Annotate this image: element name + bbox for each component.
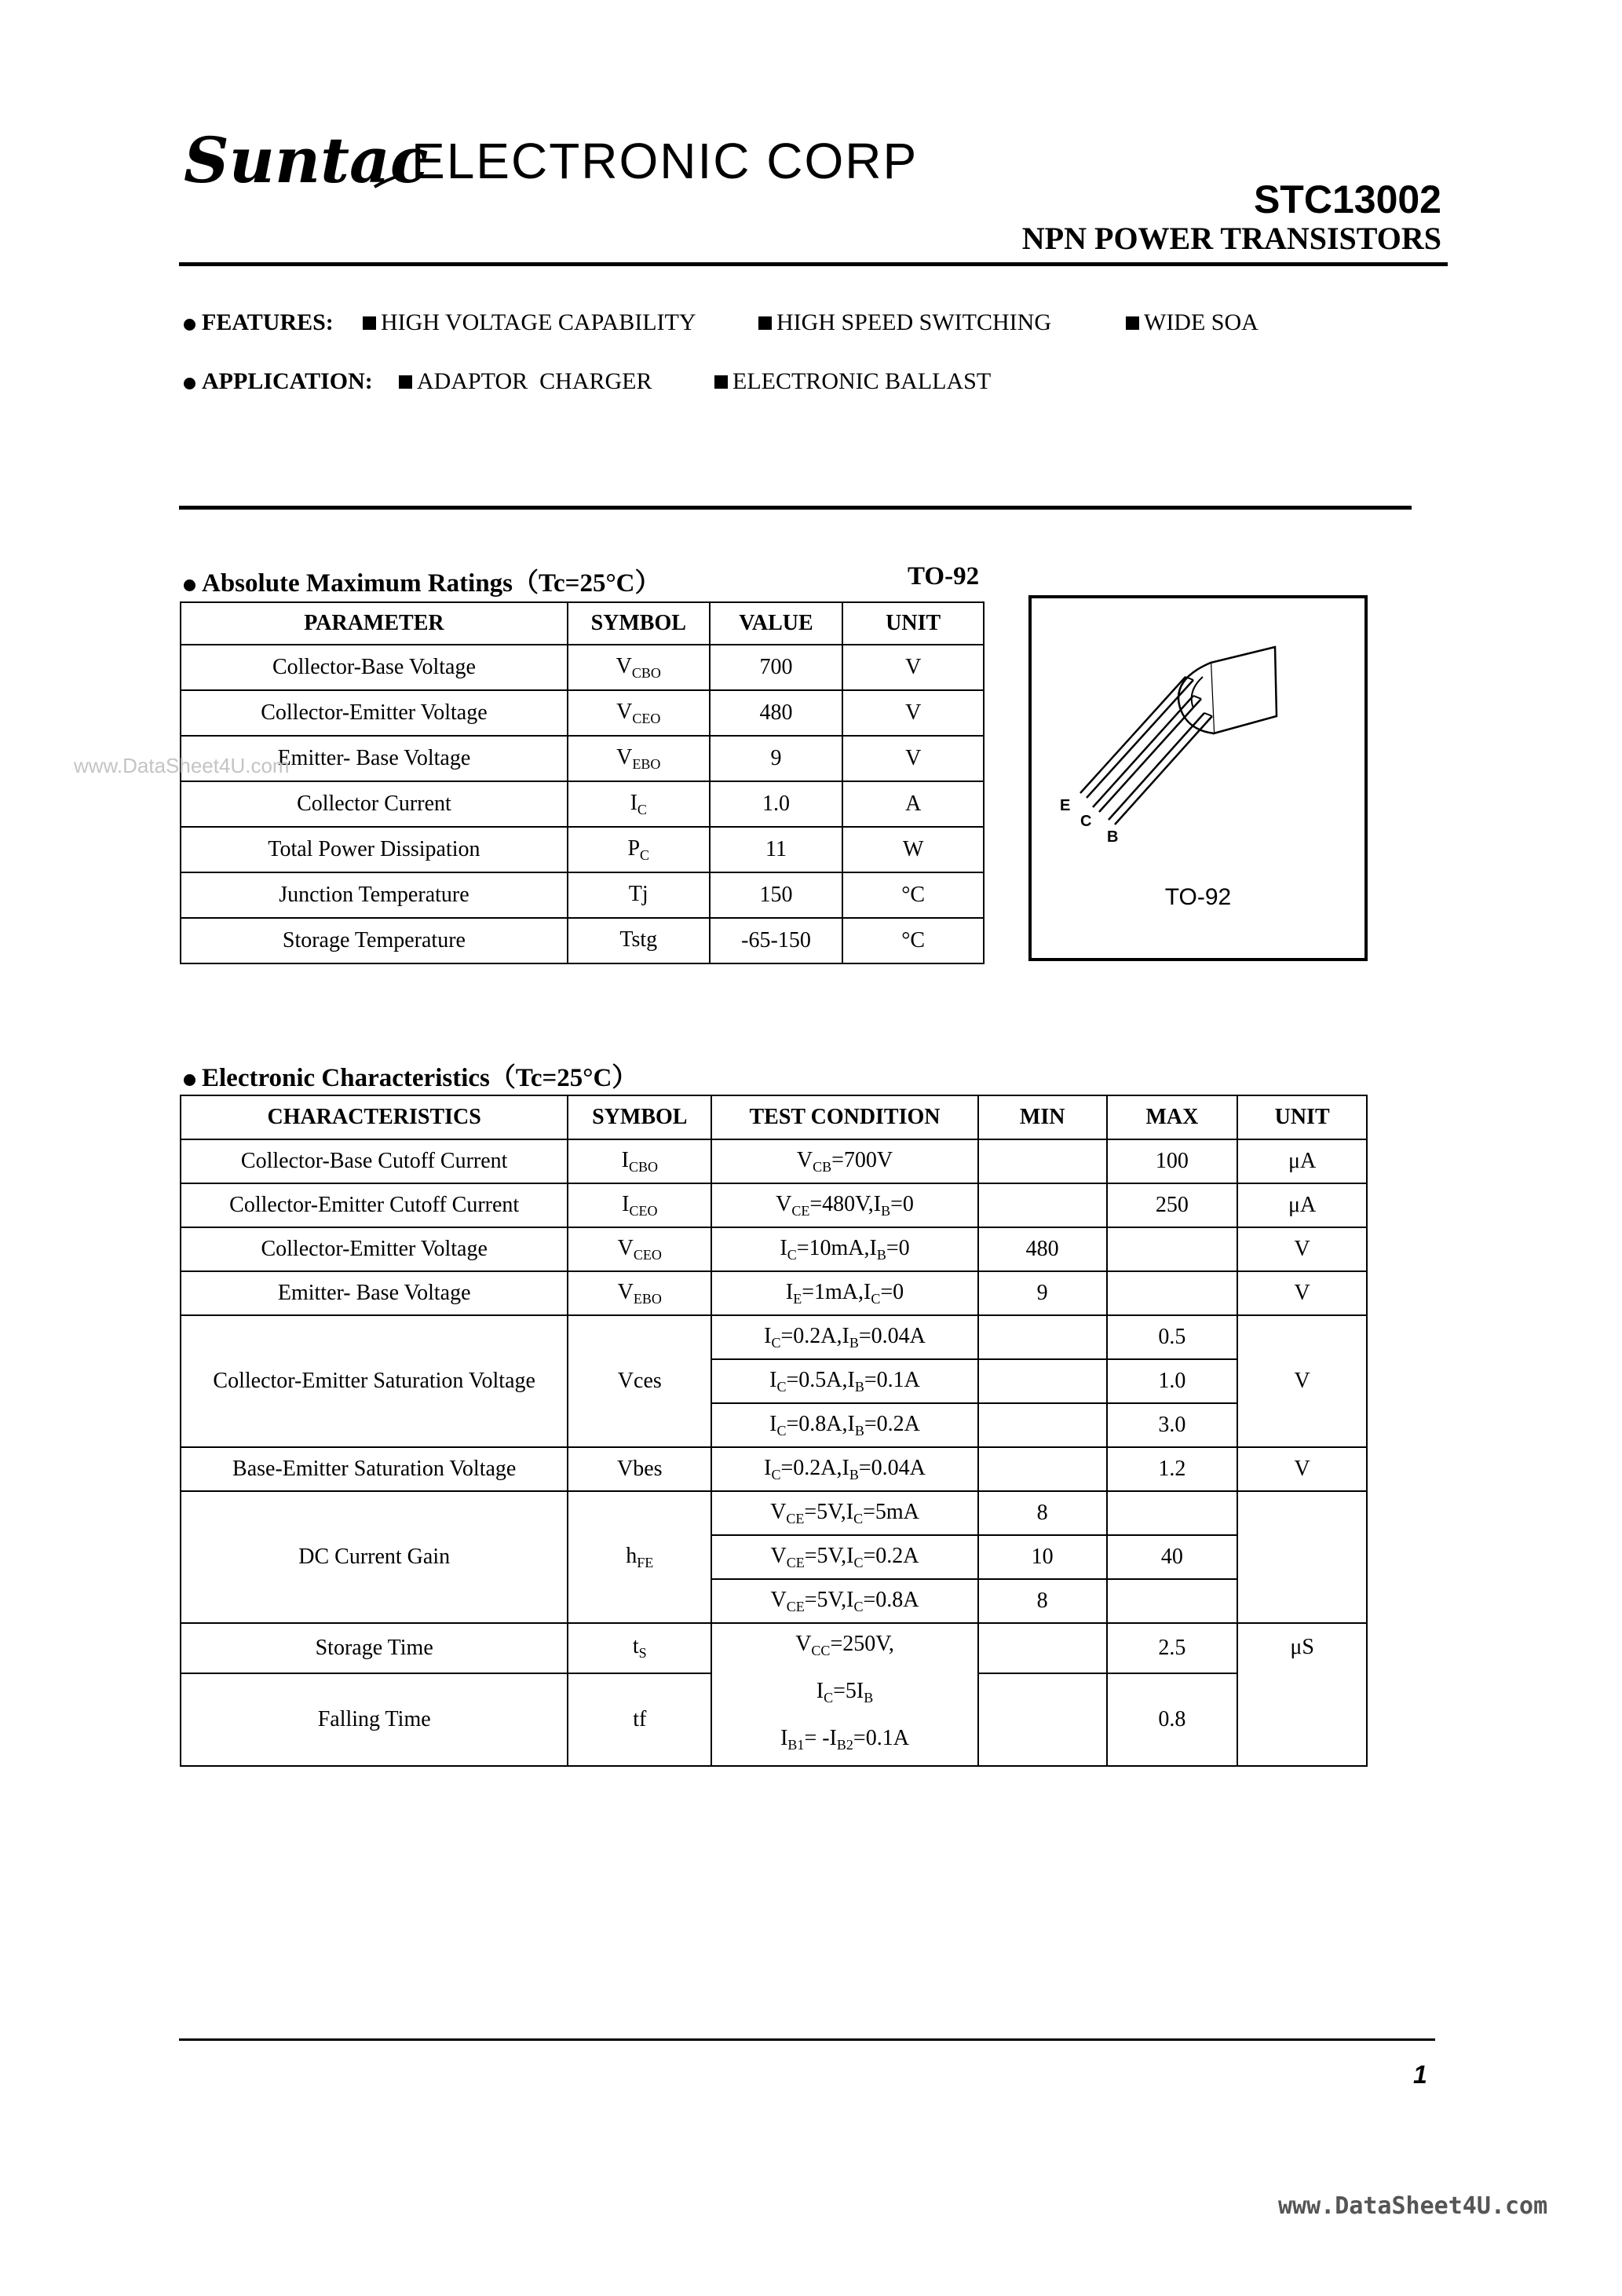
- table-row: Storage Temperature Tstg -65-150 °C: [181, 918, 984, 963]
- abs-max-title: Absolute Maximum Ratings（Tc=25°C）: [184, 562, 660, 599]
- square-bullet-icon: [363, 316, 376, 330]
- application-label: APPLICATION:: [202, 368, 373, 394]
- table-header-row: PARAMETER SYMBOL VALUE UNIT: [181, 602, 984, 645]
- table-row: $V_{CE}=5V,I_C=0.2A$ 10 40: [181, 1535, 1367, 1579]
- table-row: Collector-Base Voltage $V_{CBO}$ 700 V: [181, 645, 984, 690]
- application-line: [184, 368, 373, 395]
- pin-b-label: B: [1107, 828, 1119, 846]
- pin-e-label: E: [1060, 797, 1071, 814]
- bullet-icon: [184, 319, 195, 331]
- table-row: $I_C=0.8A,I_B=0.2A$ 3.0: [181, 1403, 1367, 1447]
- table-row: Collector Current $I_C$ 1.0 A: [181, 781, 984, 827]
- table-row: Junction Temperature Tj 150 °C: [181, 872, 984, 918]
- square-bullet-icon: [714, 375, 728, 389]
- watermark-mid: www.DataSheet4U.com: [74, 754, 290, 777]
- package-caption: TO-92: [1164, 884, 1232, 910]
- table-row: Emitter- Base Voltage $V_{EBO}$ $I_E=1mA,I_C=0$ 9 V: [181, 1271, 1367, 1315]
- table-row: Total Power Dissipation $P_C$ 11 W: [181, 827, 984, 872]
- footer-rule: [179, 2038, 1435, 2041]
- company-name: ELECTRONIC CORP: [411, 133, 919, 189]
- table-row: Base-Emitter Saturation Voltage Vbes $I_C=0.2A,I_B=0.04A$ 1.2 V: [181, 1447, 1367, 1491]
- switching-condition: $V_{CC}=250V$, $I_C=5I_B$ $I_{B1}= -I_{B2}=0.1A$: [711, 1623, 978, 1766]
- bullet-icon: [184, 1074, 195, 1086]
- table-header-row: CHARACTERISTICS SYMBOL TEST CONDITION MIN MAX UNIT: [181, 1095, 1367, 1139]
- feature-item: WIDE SOA: [1126, 309, 1259, 336]
- table-row: Falling Time tf 0.8: [181, 1673, 1367, 1766]
- square-bullet-icon: [399, 375, 412, 389]
- features-line: [184, 309, 334, 336]
- table-row: Collector-Emitter Voltage $V_{CEO}$ $I_C=10mA,I_B=0$ 480 V: [181, 1227, 1367, 1271]
- package-label: TO-92: [908, 562, 980, 590]
- application-item: ADAPTOR CHARGER: [399, 368, 652, 395]
- bullet-icon: [184, 579, 195, 591]
- table-row: Collector-Base Cutoff Current $I_{CBO}$ $V_{CB}=700V$ 100 μA: [181, 1139, 1367, 1183]
- table-row: DC Current Gain $h_{FE}$ $V_{CE}=5V,I_C=5mA$ 8: [181, 1491, 1367, 1535]
- square-bullet-icon: [758, 316, 772, 330]
- square-bullet-icon: [1126, 316, 1139, 330]
- feature-item: HIGH SPEED SWITCHING: [758, 309, 1051, 336]
- table-row: $V_{CE}=5V,I_C=0.8A$ 8: [181, 1579, 1367, 1623]
- page-subtitle: NPN POWER TRANSISTORS: [1021, 221, 1441, 256]
- part-number: STC13002: [1253, 177, 1441, 221]
- section-rule: [179, 506, 1412, 510]
- footer-watermark: www.DataSheet4U.com: [1278, 2192, 1548, 2220]
- features-label: FEATURES:: [202, 309, 334, 335]
- logo-script-text: Suntac: [184, 123, 429, 197]
- company-logo: [182, 118, 919, 204]
- feature-item: HIGH VOLTAGE CAPABILITY: [363, 309, 696, 336]
- package-figure: [1028, 595, 1368, 961]
- table-row: Collector-Emitter Saturation Voltage Vces $I_C=0.2A,I_B=0.04A$ 0.5 V: [181, 1315, 1367, 1359]
- elec-char-title: Electronic Characteristics（Tc=25°C）: [184, 1057, 637, 1094]
- application-item: ELECTRONIC BALLAST: [714, 368, 991, 395]
- transistor-diagram: [1032, 598, 1364, 958]
- abs-max-table: [180, 601, 985, 964]
- table-row: Collector-Emitter Voltage $V_{CEO}$ 480 V: [181, 690, 984, 736]
- elec-char-table: [180, 1095, 1368, 1767]
- table-row: $I_C=0.5A,I_B=0.1A$ 1.0: [181, 1359, 1367, 1403]
- pin-c-label: C: [1080, 813, 1092, 830]
- header-rule: [179, 262, 1448, 266]
- page-number: 1: [1413, 2060, 1427, 2089]
- bullet-icon: [184, 378, 195, 389]
- table-row: Emitter- Base Voltage $V_{EBO}$ 9 V: [181, 736, 984, 781]
- table-row: Collector-Emitter Cutoff Current $I_{CEO}$ $V_{CE}=480V,I_B=0$ 250 μA: [181, 1183, 1367, 1227]
- table-row: Storage Time $t_S$ $V_{CC}=250V$, $I_C=5I_B$ $I_{B1}= -I_{B2}=0.1A$ 2.5 μS: [181, 1623, 1367, 1673]
